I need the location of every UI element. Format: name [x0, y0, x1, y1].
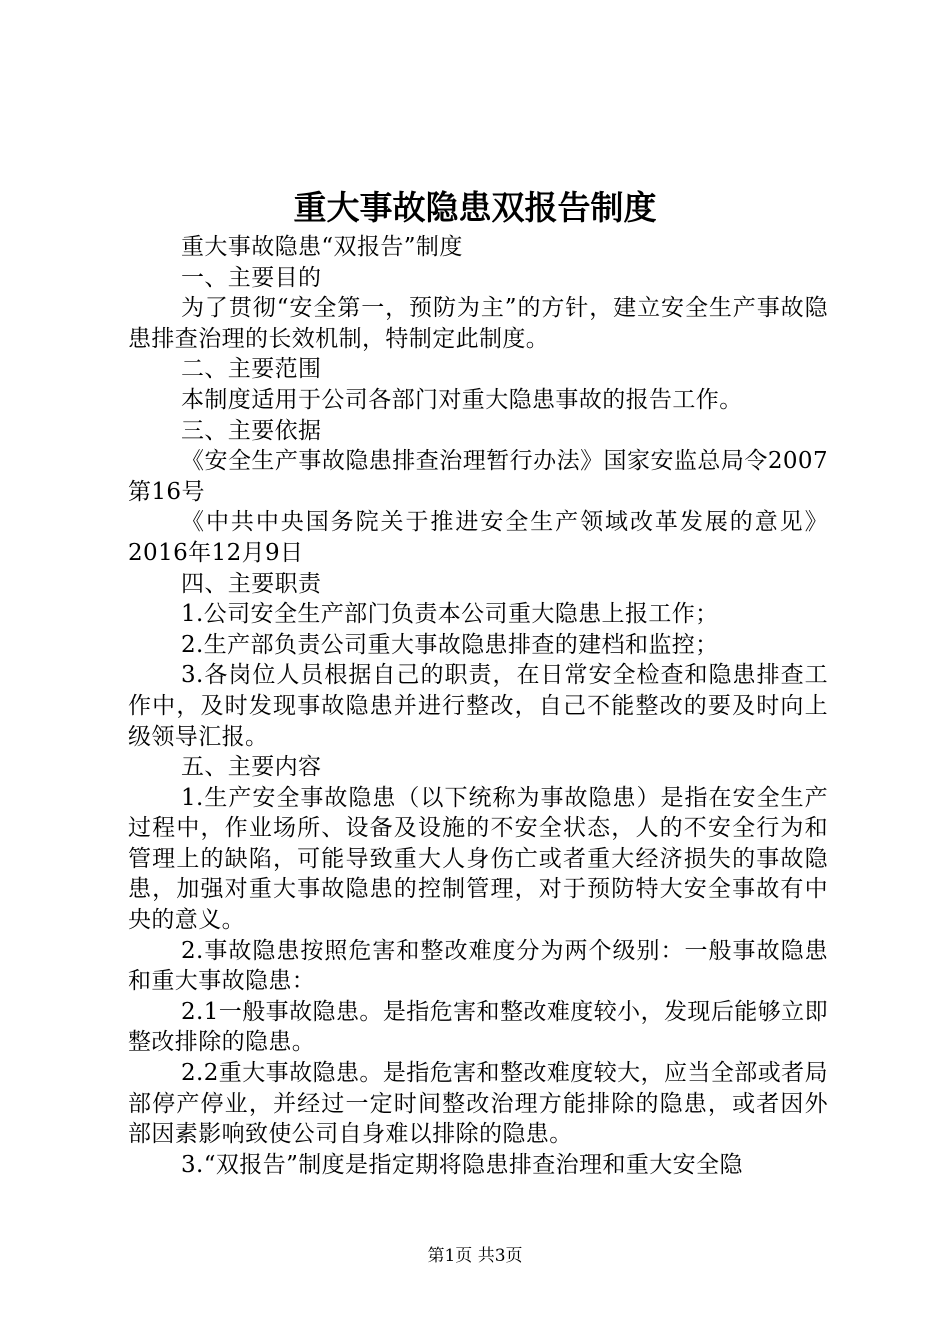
section-heading: 四、主要职责 [181, 570, 322, 597]
paragraph: 本制度适用于公司各部门对重大隐患事故的报告工作。 [181, 386, 743, 413]
paragraph: 为了贯彻“安全第一，预防为主”的方针，建立安全生产事故隐患排查治理的长效机制，特制定此制度。 [128, 295, 828, 352]
page-footer: 第1页 共3页 [427, 1246, 523, 1266]
paragraph: 3.“双报告”制度是指定期将隐患排查治理和重大安全隐 [181, 1151, 743, 1178]
section-heading: 五、主要内容 [181, 754, 322, 781]
paragraph: 2.事故隐患按照危害和整改难度分为两个级别：一般事故隐患和重大事故隐患： [128, 937, 828, 995]
document-title: 重大事故隐患双报告制度 [293, 188, 657, 227]
paragraph: 2.2重大事故隐患。是指危害和整改难度较大，应当全部或者局部停产停业，并经过一定时间整改治理方能排除的隐患，或者因外部因素影响致使公司自身难以排除的隐患。 [128, 1060, 828, 1148]
paragraph: 3.各岗位人员根据自己的职责，在日常安全检查和隐患排查工作中，及时发现事故隐患并进行整改，自己不能整改的要及时向上级领导汇报。 [128, 662, 828, 750]
document-body [128, 232, 828, 1180]
paragraph: 重大事故隐患“双报告”制度 [181, 234, 463, 260]
paragraph: 2.1一般事故隐患。是指危害和整改难度较小，发现后能够立即整改排除的隐患。 [128, 998, 828, 1056]
paragraph: 2.生产部负责公司重大事故隐患排查的建档和监控； [181, 631, 719, 658]
paragraph: 《中共中央国务院关于推进安全生产领域改革发展的意见》2016年12月9日 [128, 509, 828, 566]
section-heading: 二、主要范围 [181, 356, 322, 383]
paragraph: 《安全生产事故隐患排查治理暂行办法》国家安监总局令2007第16号 [128, 448, 828, 505]
section-heading: 三、主要依据 [181, 417, 322, 444]
section-heading: 一、主要目的 [181, 264, 322, 291]
paragraph: 1.公司安全生产部门负责本公司重大隐患上报工作； [181, 601, 719, 628]
paragraph: 1.生产安全事故隐患（以下统称为事故隐患）是指在安全生产过程中，作业场所、设备及设施的不安全状态，人的不安全行为和管理上的缺陷，可能导致重大人身伤亡或者重大经济损失的事故隐患，加强对重大事故隐患的控制管理，对于预防特大安全事故有中央的意义。 [128, 784, 828, 934]
